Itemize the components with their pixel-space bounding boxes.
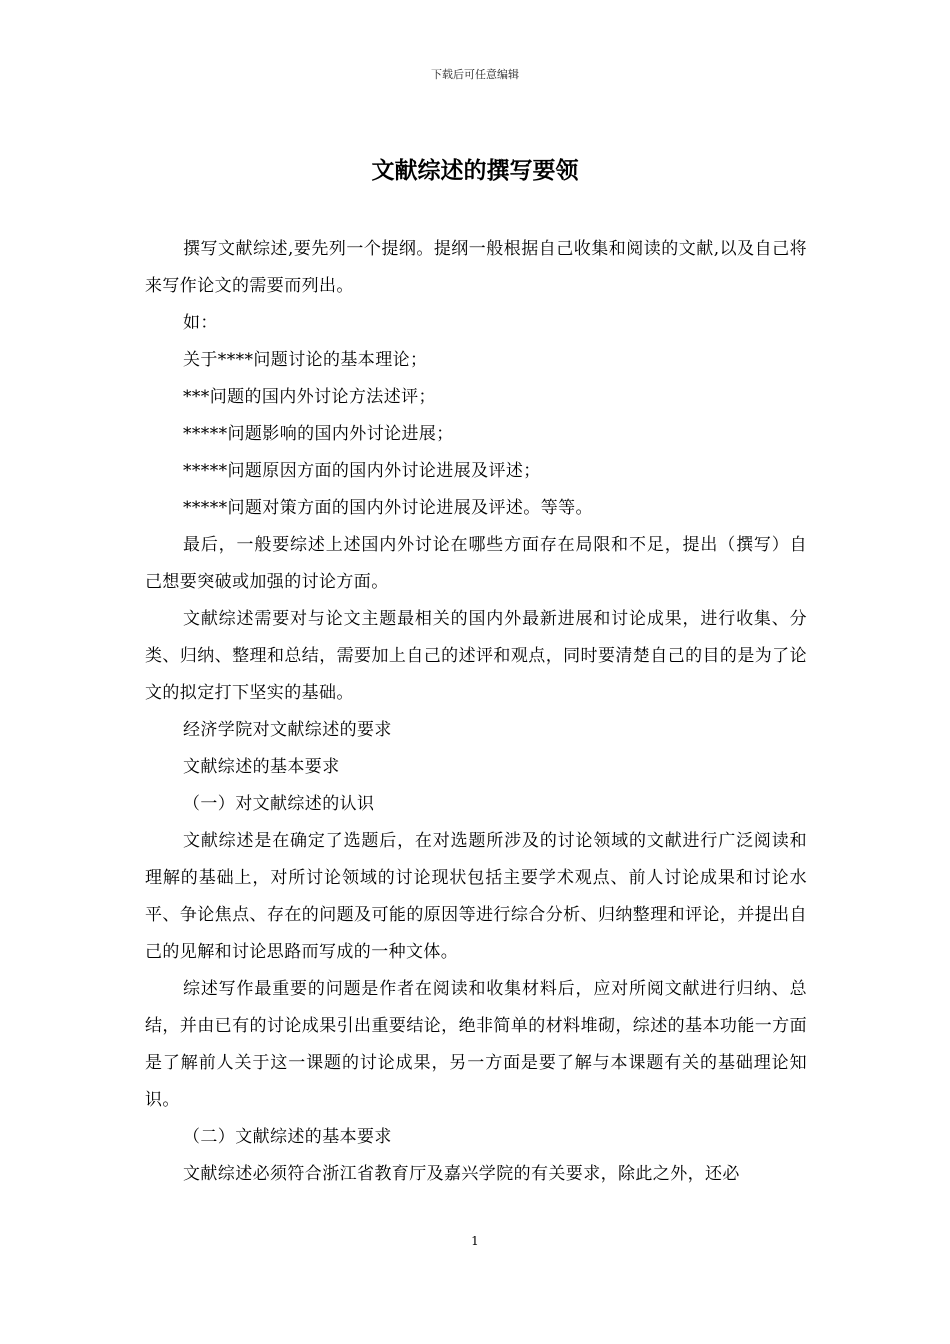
paragraph-definition: 文献综述是在确定了选题后，在对选题所涉及的讨论领域的文献进行广泛阅读和理解的基础上，对所讨论领域的讨论现状包括主要学术观点、前人讨论成果和讨论水平、争论焦点、存在的问题及可能的原因等进行综合分析、归纳整理和评论，并提出自己的见解和讨论思路而写成的一种文体。: [145, 831, 807, 962]
document-body: [145, 231, 807, 1193]
outline-item: *****问题原因方面的国内外讨论进展及评述；: [183, 461, 541, 481]
outline-item: 关于****问题讨论的基本理论；: [183, 350, 428, 370]
paragraph-review-purpose: 文献综述需要对与论文主题最相关的国内外最新进展和讨论成果，进行收集、分类、归纳、整理和总结，需要加上自己的述评和观点，同时要清楚自己的目的是为了论文的拟定打下坚实的基础。: [145, 609, 807, 703]
outline-item: ***问题的国内外讨论方法述评；: [183, 387, 436, 407]
subsection-heading: （二）文献综述的基本要求: [183, 1127, 392, 1147]
paragraph-conclusion: 最后，一般要综述上述国内外讨论在哪些方面存在局限和不足，提出（撰写）自己想要突破或加强的讨论方面。: [145, 535, 807, 592]
paragraph-requirements: 文献综述必须符合浙江省教育厅及嘉兴学院的有关要求，除此之外，还必: [183, 1164, 740, 1184]
section-heading: 文献综述的基本要求: [183, 757, 340, 777]
section-heading: 经济学院对文献综述的要求: [183, 720, 392, 740]
page-number: 1: [471, 1234, 479, 1248]
outline-item: *****问题对策方面的国内外讨论进展及评述。等等。: [183, 498, 593, 518]
document-title: 文献综述的撰写要领: [371, 157, 579, 184]
page-header-note: 下载后可任意编辑: [431, 68, 519, 81]
paragraph-example-label: 如：: [183, 313, 218, 333]
outline-item: *****问题影响的国内外讨论进展；: [183, 424, 454, 444]
paragraph-outline-intro: 撰写文献综述,要先列一个提纲。提纲一般根据自己收集和阅读的文献,以及自己将来写作论文的需要而列出。: [145, 239, 807, 296]
subsection-heading: （一）对文献综述的认识: [183, 794, 375, 814]
paragraph-writing-focus: 综述写作最重要的问题是作者在阅读和收集材料后，应对所阅文献进行归纳、总结，并由已有的讨论成果引出重要结论，绝非简单的材料堆砌，综述的基本功能一方面是了解前人关于这一课题的讨论成果，另一方面是要了解与本课题有关的基础理论知识。: [145, 979, 807, 1110]
